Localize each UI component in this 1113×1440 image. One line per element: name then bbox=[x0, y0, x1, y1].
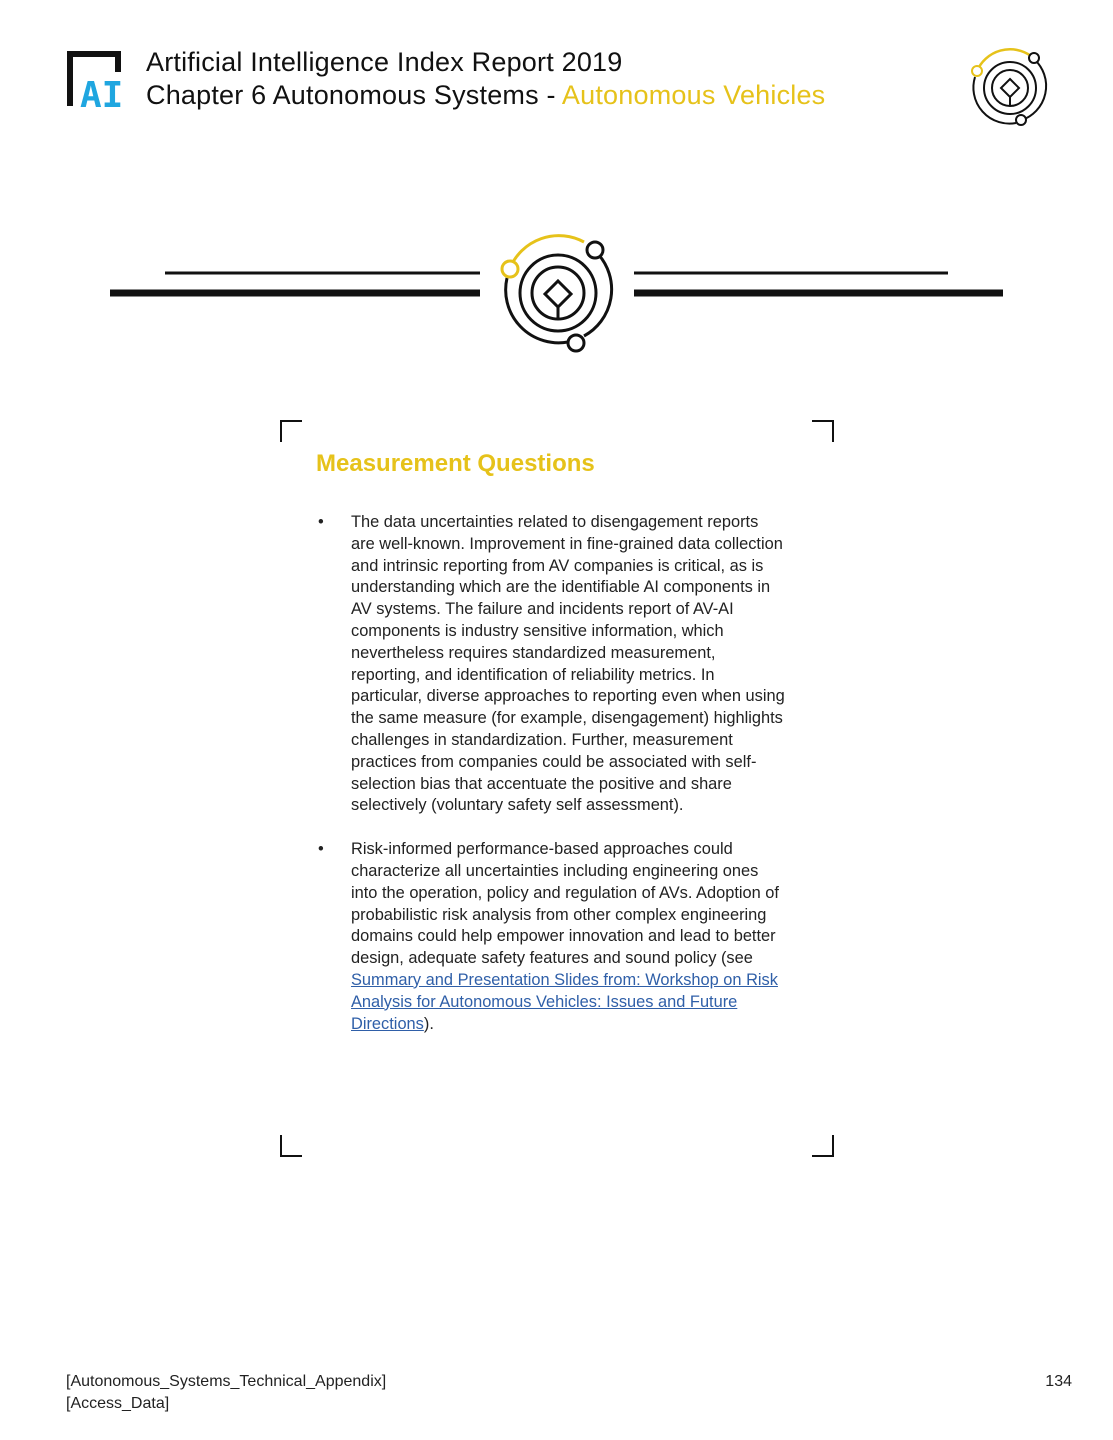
access-data-link[interactable]: [Access_Data] bbox=[66, 1395, 170, 1412]
ai-index-logo bbox=[64, 50, 132, 110]
chapter-title bbox=[146, 79, 825, 112]
page-number: 134 bbox=[1045, 1373, 1072, 1390]
frame-corner-bottom-left bbox=[280, 1135, 302, 1157]
bullet-text-tail: ). bbox=[423, 1014, 434, 1033]
bullet-list bbox=[316, 512, 786, 1057]
autonomous-emblem-icon bbox=[966, 46, 1052, 130]
workshop-slides-link[interactable]: Summary and Presentation Slides from: Workshop on Risk Analysis for Autonomous Vehicles: Issues and Future Directions bbox=[351, 970, 778, 1033]
section-divider bbox=[0, 228, 1113, 358]
bullet-text: Risk-informed performance-based approaches could characterize all uncertainties including engineering ones into the operation, policy and regulation of AVs. Adoption of probabilistic risk analysis from other complex engineering domains could help empower innovation and lead to better design, adequate safety features and sound policy (see bbox=[351, 840, 779, 968]
section-label: Autonomous Vehicles bbox=[561, 80, 826, 110]
technical-appendix-link[interactable]: [Autonomous_Systems_Technical_Appendix] bbox=[66, 1373, 387, 1390]
divider-emblem-icon bbox=[502, 236, 612, 351]
footer-links bbox=[66, 1371, 386, 1415]
section-heading: Measurement Questions bbox=[316, 450, 595, 477]
list-item bbox=[316, 512, 786, 817]
frame-corner-top-right bbox=[812, 420, 834, 442]
logo-text: AI bbox=[80, 75, 124, 110]
bullet-icon: • bbox=[318, 840, 324, 859]
frame-corner-bottom-right bbox=[812, 1135, 834, 1157]
header bbox=[146, 46, 825, 112]
report-title: Artificial Intelligence Index Report 2019 bbox=[146, 47, 623, 77]
chapter-label: Chapter 6 Autonomous Systems - bbox=[146, 80, 562, 110]
frame-corner-top-left bbox=[280, 420, 302, 442]
bullet-icon: • bbox=[318, 513, 324, 531]
bullet-text: The data uncertainties related to disengagement reports are well-known. Improvement in fine-grained data collection and intrinsic reporting from AV companies is critical, as is understanding which are the identifiable AI components in AV systems. The failure and incidents report of AV-AI components is industry sensitive information, which nevertheless requires standardized measurement, reporting, and identification of reliability metrics. In particular, diverse approaches to reporting even when using the same measure (for example, disengagement) highlights challenges in standardization. Further, measurement practices from companies could be associated with self-selection bias that accentuate the positive and share selectively (voluntary safety self assessment). bbox=[351, 513, 785, 815]
list-item bbox=[316, 839, 786, 1035]
